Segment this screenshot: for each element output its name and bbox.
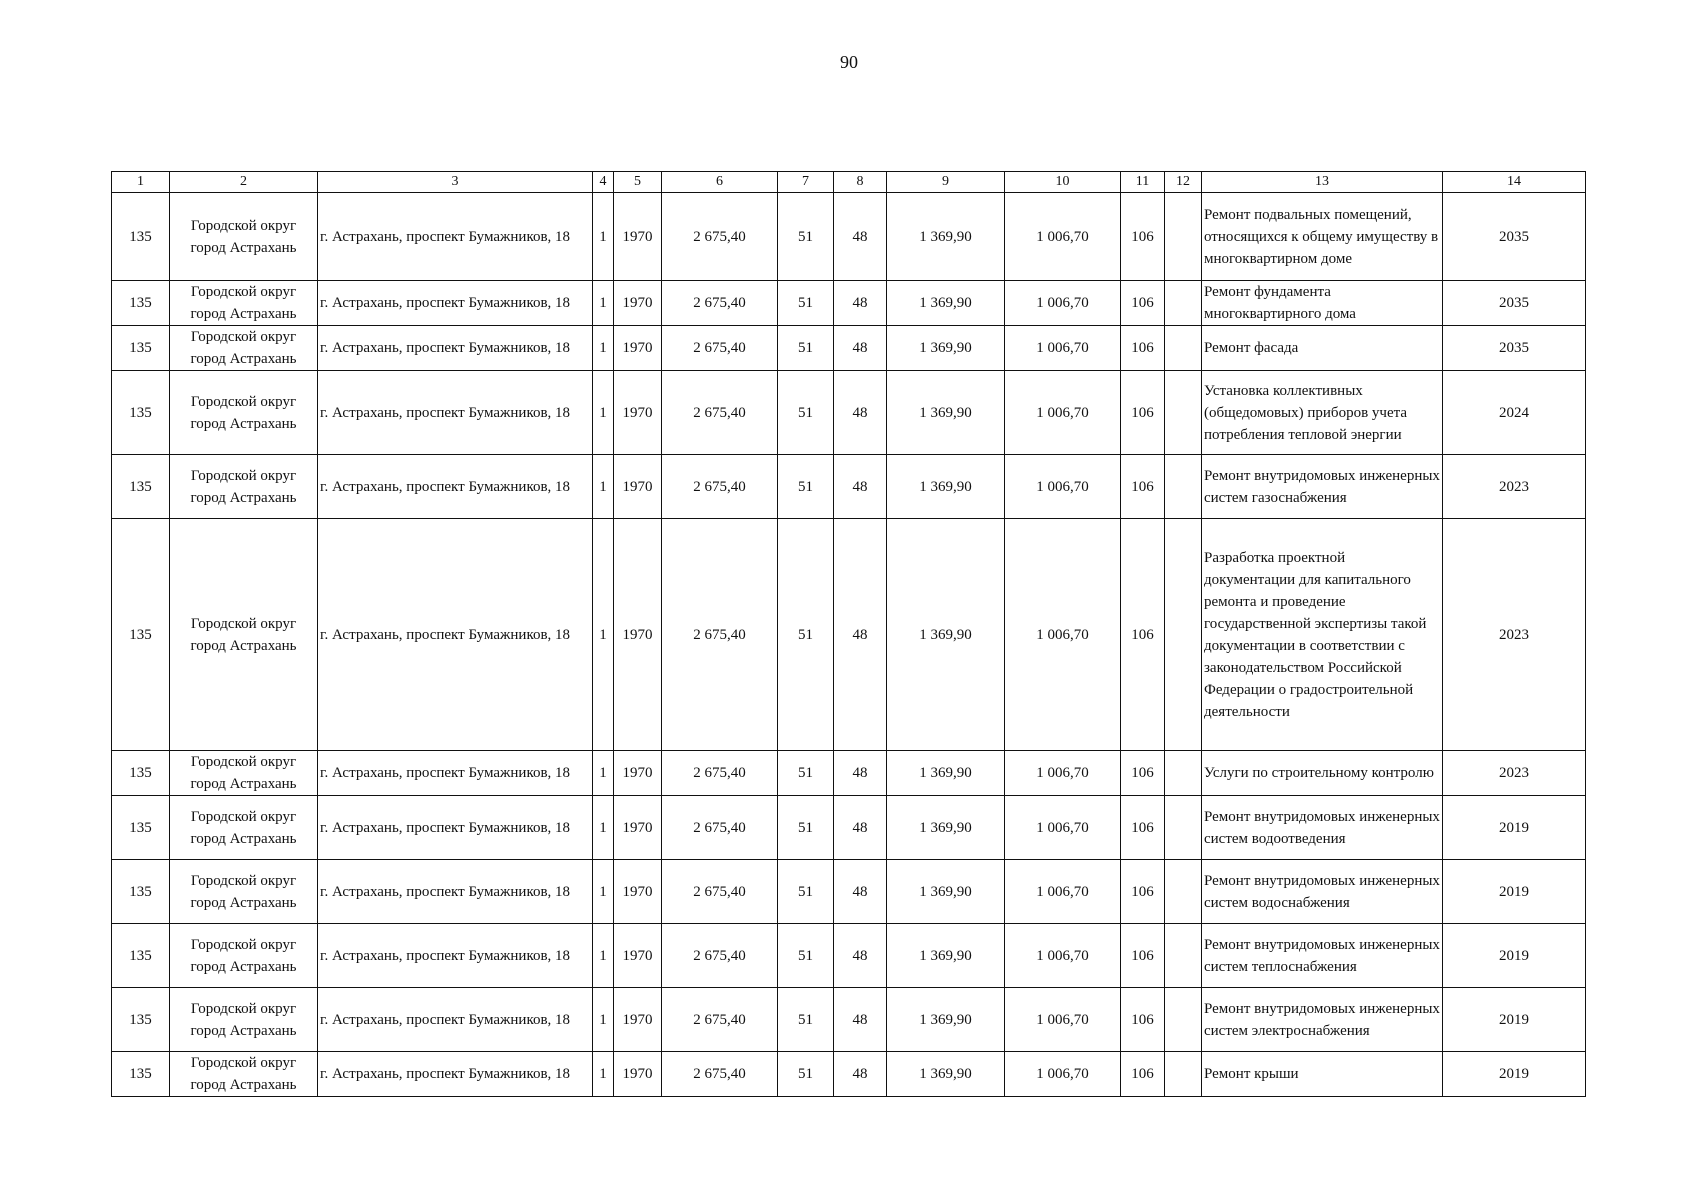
table-row xyxy=(112,796,1586,860)
municipality-cell: Городской округ город Астрахань xyxy=(170,371,318,455)
address-cell: г. Астрахань, проспект Бумажников, 18 xyxy=(318,988,593,1052)
column-number: 2 xyxy=(170,172,318,193)
col-9-cell: 1 369,90 xyxy=(887,326,1005,371)
work-type-cell: Ремонт подвальных помещений, относящихся к общему имуществу в многоквартирном доме xyxy=(1202,193,1443,281)
col-11-cell: 106 xyxy=(1121,519,1165,751)
capital-repair-table xyxy=(111,171,1586,1097)
municipality-cell: Городской округ город Астрахань xyxy=(170,860,318,924)
col-4-cell: 1 xyxy=(593,519,614,751)
column-number: 13 xyxy=(1202,172,1443,193)
col-4-cell: 1 xyxy=(593,455,614,519)
row-number-cell: 135 xyxy=(112,796,170,860)
planned-year-cell: 2035 xyxy=(1443,281,1586,326)
col-7-cell: 51 xyxy=(778,988,834,1052)
col-8-cell: 48 xyxy=(834,281,887,326)
total-area-cell: 2 675,40 xyxy=(662,860,778,924)
total-area-cell: 2 675,40 xyxy=(662,988,778,1052)
col-8-cell: 48 xyxy=(834,455,887,519)
col-12-cell xyxy=(1165,519,1202,751)
column-number: 1 xyxy=(112,172,170,193)
col-9-cell: 1 369,90 xyxy=(887,519,1005,751)
col-9-cell: 1 369,90 xyxy=(887,193,1005,281)
col-10-cell: 1 006,70 xyxy=(1005,924,1121,988)
column-number: 3 xyxy=(318,172,593,193)
col-12-cell xyxy=(1165,1052,1202,1097)
total-area-cell: 2 675,40 xyxy=(662,924,778,988)
col-7-cell: 51 xyxy=(778,924,834,988)
col-11-cell: 106 xyxy=(1121,371,1165,455)
work-type-cell: Установка коллективных (общедомовых) приборов учета потребления тепловой энергии xyxy=(1202,371,1443,455)
municipality-cell: Городской округ город Астрахань xyxy=(170,796,318,860)
column-number: 12 xyxy=(1165,172,1202,193)
row-number-cell: 135 xyxy=(112,924,170,988)
col-11-cell: 106 xyxy=(1121,796,1165,860)
table-row xyxy=(112,326,1586,371)
table-row xyxy=(112,988,1586,1052)
col-9-cell: 1 369,90 xyxy=(887,371,1005,455)
column-number: 10 xyxy=(1005,172,1121,193)
table-row xyxy=(112,281,1586,326)
municipality-cell: Городской округ город Астрахань xyxy=(170,193,318,281)
row-number-cell: 135 xyxy=(112,519,170,751)
municipality-cell: Городской округ город Астрахань xyxy=(170,988,318,1052)
address-cell: г. Астрахань, проспект Бумажников, 18 xyxy=(318,924,593,988)
column-number-row xyxy=(112,172,1586,193)
work-type-cell: Ремонт внутридомовых инженерных систем газоснабжения xyxy=(1202,455,1443,519)
municipality-cell: Городской округ город Астрахань xyxy=(170,924,318,988)
planned-year-cell: 2019 xyxy=(1443,924,1586,988)
build-year-cell: 1970 xyxy=(614,924,662,988)
col-4-cell: 1 xyxy=(593,1052,614,1097)
col-11-cell: 106 xyxy=(1121,193,1165,281)
build-year-cell: 1970 xyxy=(614,371,662,455)
col-4-cell: 1 xyxy=(593,751,614,796)
table-row xyxy=(112,519,1586,751)
col-12-cell xyxy=(1165,860,1202,924)
col-11-cell: 106 xyxy=(1121,751,1165,796)
col-11-cell: 106 xyxy=(1121,988,1165,1052)
col-11-cell: 106 xyxy=(1121,860,1165,924)
row-number-cell: 135 xyxy=(112,988,170,1052)
col-4-cell: 1 xyxy=(593,860,614,924)
col-9-cell: 1 369,90 xyxy=(887,924,1005,988)
build-year-cell: 1970 xyxy=(614,751,662,796)
row-number-cell: 135 xyxy=(112,371,170,455)
col-10-cell: 1 006,70 xyxy=(1005,988,1121,1052)
col-12-cell xyxy=(1165,371,1202,455)
planned-year-cell: 2035 xyxy=(1443,326,1586,371)
table-row xyxy=(112,455,1586,519)
col-11-cell: 106 xyxy=(1121,455,1165,519)
table-row xyxy=(112,860,1586,924)
col-7-cell: 51 xyxy=(778,1052,834,1097)
column-number: 9 xyxy=(887,172,1005,193)
total-area-cell: 2 675,40 xyxy=(662,326,778,371)
address-cell: г. Астрахань, проспект Бумажников, 18 xyxy=(318,751,593,796)
planned-year-cell: 2019 xyxy=(1443,796,1586,860)
build-year-cell: 1970 xyxy=(614,281,662,326)
table-row xyxy=(112,924,1586,988)
col-10-cell: 1 006,70 xyxy=(1005,796,1121,860)
col-4-cell: 1 xyxy=(593,326,614,371)
total-area-cell: 2 675,40 xyxy=(662,193,778,281)
col-7-cell: 51 xyxy=(778,193,834,281)
table-row xyxy=(112,193,1586,281)
col-9-cell: 1 369,90 xyxy=(887,751,1005,796)
municipality-cell: Городской округ город Астрахань xyxy=(170,281,318,326)
col-7-cell: 51 xyxy=(778,326,834,371)
col-12-cell xyxy=(1165,988,1202,1052)
municipality-cell: Городской округ город Астрахань xyxy=(170,455,318,519)
build-year-cell: 1970 xyxy=(614,860,662,924)
planned-year-cell: 2019 xyxy=(1443,1052,1586,1097)
col-4-cell: 1 xyxy=(593,371,614,455)
col-8-cell: 48 xyxy=(834,193,887,281)
work-type-cell: Разработка проектной документации для капитального ремонта и проведение государственной экспертизы такой документации в соответствии с законодательством Российской Федерации о градостроительной деятельности xyxy=(1202,519,1443,751)
planned-year-cell: 2035 xyxy=(1443,193,1586,281)
work-type-cell: Ремонт внутридомовых инженерных систем электроснабжения xyxy=(1202,988,1443,1052)
col-8-cell: 48 xyxy=(834,371,887,455)
municipality-cell: Городской округ город Астрахань xyxy=(170,326,318,371)
column-number: 6 xyxy=(662,172,778,193)
col-9-cell: 1 369,90 xyxy=(887,1052,1005,1097)
address-cell: г. Астрахань, проспект Бумажников, 18 xyxy=(318,519,593,751)
col-12-cell xyxy=(1165,281,1202,326)
build-year-cell: 1970 xyxy=(614,1052,662,1097)
col-7-cell: 51 xyxy=(778,281,834,326)
col-10-cell: 1 006,70 xyxy=(1005,371,1121,455)
col-12-cell xyxy=(1165,455,1202,519)
col-4-cell: 1 xyxy=(593,988,614,1052)
col-4-cell: 1 xyxy=(593,193,614,281)
col-9-cell: 1 369,90 xyxy=(887,796,1005,860)
col-8-cell: 48 xyxy=(834,1052,887,1097)
col-10-cell: 1 006,70 xyxy=(1005,1052,1121,1097)
col-4-cell: 1 xyxy=(593,796,614,860)
column-number: 8 xyxy=(834,172,887,193)
total-area-cell: 2 675,40 xyxy=(662,281,778,326)
municipality-cell: Городской округ город Астрахань xyxy=(170,519,318,751)
row-number-cell: 135 xyxy=(112,860,170,924)
col-12-cell xyxy=(1165,751,1202,796)
col-10-cell: 1 006,70 xyxy=(1005,519,1121,751)
col-9-cell: 1 369,90 xyxy=(887,455,1005,519)
col-10-cell: 1 006,70 xyxy=(1005,326,1121,371)
col-11-cell: 106 xyxy=(1121,281,1165,326)
col-9-cell: 1 369,90 xyxy=(887,281,1005,326)
table-row xyxy=(112,371,1586,455)
page-number: 90 xyxy=(840,52,858,72)
municipality-cell: Городской округ город Астрахань xyxy=(170,751,318,796)
col-11-cell: 106 xyxy=(1121,1052,1165,1097)
row-number-cell: 135 xyxy=(112,1052,170,1097)
build-year-cell: 1970 xyxy=(614,988,662,1052)
row-number-cell: 135 xyxy=(112,193,170,281)
col-4-cell: 1 xyxy=(593,924,614,988)
column-number: 11 xyxy=(1121,172,1165,193)
row-number-cell: 135 xyxy=(112,326,170,371)
col-9-cell: 1 369,90 xyxy=(887,860,1005,924)
address-cell: г. Астрахань, проспект Бумажников, 18 xyxy=(318,455,593,519)
address-cell: г. Астрахань, проспект Бумажников, 18 xyxy=(318,281,593,326)
work-type-cell: Ремонт крыши xyxy=(1202,1052,1443,1097)
build-year-cell: 1970 xyxy=(614,193,662,281)
column-number: 5 xyxy=(614,172,662,193)
planned-year-cell: 2023 xyxy=(1443,519,1586,751)
row-number-cell: 135 xyxy=(112,455,170,519)
work-type-cell: Услуги по строительному контролю xyxy=(1202,751,1443,796)
build-year-cell: 1970 xyxy=(614,796,662,860)
planned-year-cell: 2019 xyxy=(1443,988,1586,1052)
col-8-cell: 48 xyxy=(834,988,887,1052)
col-7-cell: 51 xyxy=(778,519,834,751)
table-row xyxy=(112,1052,1586,1097)
municipality-cell: Городской округ город Астрахань xyxy=(170,1052,318,1097)
col-7-cell: 51 xyxy=(778,371,834,455)
address-cell: г. Астрахань, проспект Бумажников, 18 xyxy=(318,193,593,281)
col-8-cell: 48 xyxy=(834,860,887,924)
work-type-cell: Ремонт внутридомовых инженерных систем теплоснабжения xyxy=(1202,924,1443,988)
build-year-cell: 1970 xyxy=(614,455,662,519)
col-12-cell xyxy=(1165,924,1202,988)
col-10-cell: 1 006,70 xyxy=(1005,455,1121,519)
total-area-cell: 2 675,40 xyxy=(662,796,778,860)
col-12-cell xyxy=(1165,326,1202,371)
address-cell: г. Астрахань, проспект Бумажников, 18 xyxy=(318,326,593,371)
total-area-cell: 2 675,40 xyxy=(662,751,778,796)
col-7-cell: 51 xyxy=(778,796,834,860)
table-row xyxy=(112,751,1586,796)
col-7-cell: 51 xyxy=(778,751,834,796)
col-8-cell: 48 xyxy=(834,751,887,796)
col-4-cell: 1 xyxy=(593,281,614,326)
col-9-cell: 1 369,90 xyxy=(887,988,1005,1052)
column-number: 7 xyxy=(778,172,834,193)
total-area-cell: 2 675,40 xyxy=(662,371,778,455)
address-cell: г. Астрахань, проспект Бумажников, 18 xyxy=(318,371,593,455)
build-year-cell: 1970 xyxy=(614,519,662,751)
address-cell: г. Астрахань, проспект Бумажников, 18 xyxy=(318,1052,593,1097)
col-10-cell: 1 006,70 xyxy=(1005,860,1121,924)
col-8-cell: 48 xyxy=(834,326,887,371)
col-12-cell xyxy=(1165,796,1202,860)
col-11-cell: 106 xyxy=(1121,924,1165,988)
column-number: 14 xyxy=(1443,172,1586,193)
work-type-cell: Ремонт фундамента многоквартирного дома xyxy=(1202,281,1443,326)
planned-year-cell: 2023 xyxy=(1443,751,1586,796)
address-cell: г. Астрахань, проспект Бумажников, 18 xyxy=(318,860,593,924)
build-year-cell: 1970 xyxy=(614,326,662,371)
row-number-cell: 135 xyxy=(112,751,170,796)
planned-year-cell: 2023 xyxy=(1443,455,1586,519)
column-number: 4 xyxy=(593,172,614,193)
total-area-cell: 2 675,40 xyxy=(662,455,778,519)
work-type-cell: Ремонт внутридомовых инженерных систем водоснабжения xyxy=(1202,860,1443,924)
total-area-cell: 2 675,40 xyxy=(662,1052,778,1097)
planned-year-cell: 2024 xyxy=(1443,371,1586,455)
col-10-cell: 1 006,70 xyxy=(1005,193,1121,281)
col-11-cell: 106 xyxy=(1121,326,1165,371)
col-7-cell: 51 xyxy=(778,455,834,519)
row-number-cell: 135 xyxy=(112,281,170,326)
col-8-cell: 48 xyxy=(834,796,887,860)
col-12-cell xyxy=(1165,193,1202,281)
col-8-cell: 48 xyxy=(834,519,887,751)
total-area-cell: 2 675,40 xyxy=(662,519,778,751)
col-8-cell: 48 xyxy=(834,924,887,988)
col-10-cell: 1 006,70 xyxy=(1005,751,1121,796)
work-type-cell: Ремонт внутридомовых инженерных систем водоотведения xyxy=(1202,796,1443,860)
work-type-cell: Ремонт фасада xyxy=(1202,326,1443,371)
address-cell: г. Астрахань, проспект Бумажников, 18 xyxy=(318,796,593,860)
planned-year-cell: 2019 xyxy=(1443,860,1586,924)
col-7-cell: 51 xyxy=(778,860,834,924)
col-10-cell: 1 006,70 xyxy=(1005,281,1121,326)
